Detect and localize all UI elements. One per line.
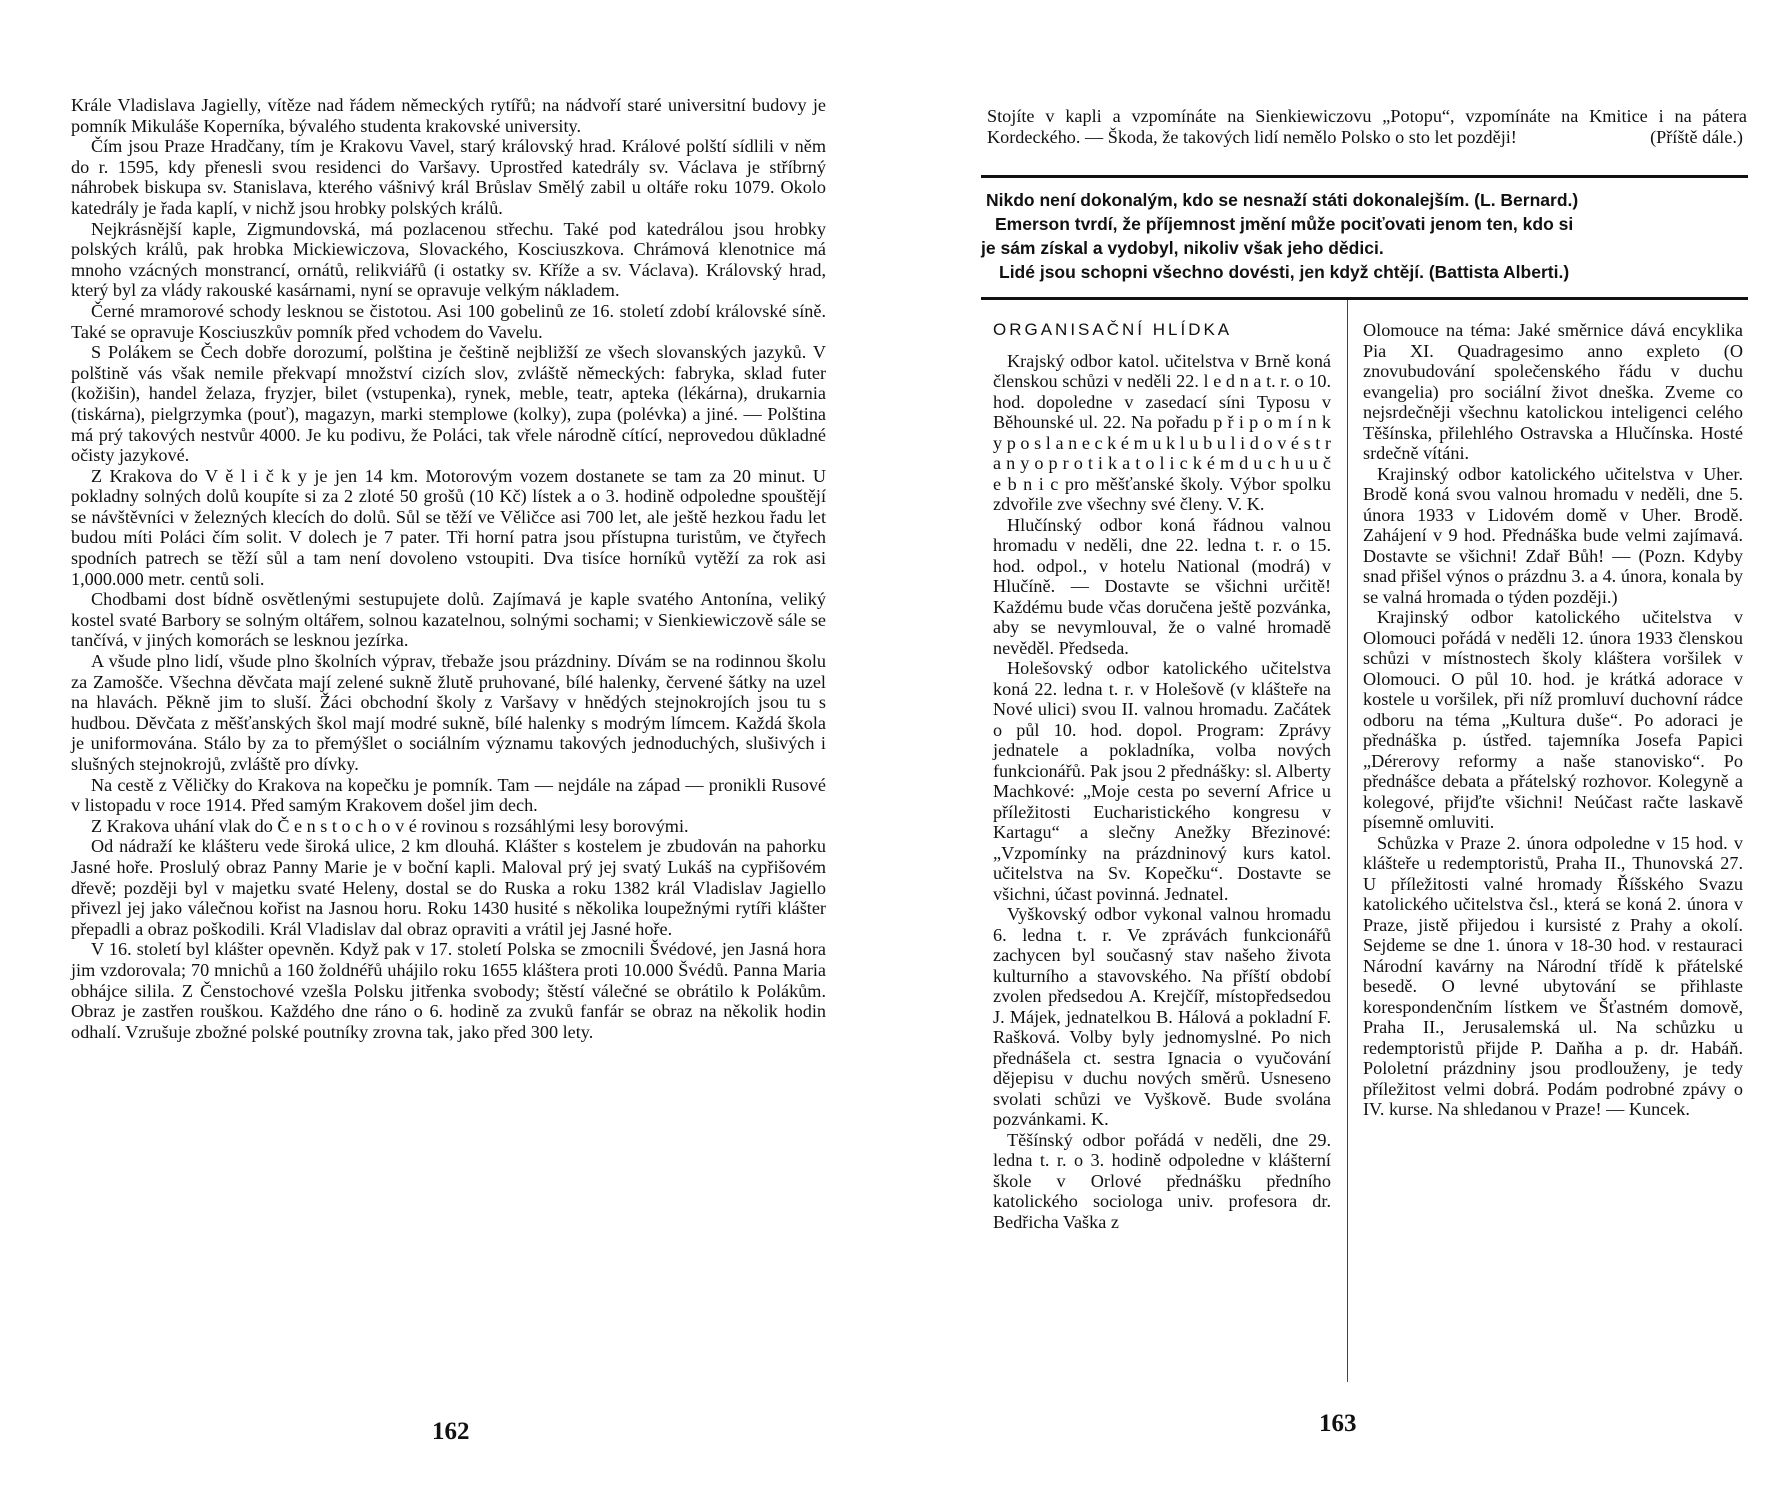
paragraph: A všude plno lidí, všude plno školních výprav, třebaže jsou prázdniny. Dívám se na rodinnou školu za Zamošče. Všechna děvčata mají zelené sukně žlutě pruhované, bílé halenky, červené šátky na uzel na hlavách. Pěkně jim to sluší. Žáci obchodní školy z Varšavy v hnědých stejnokrojích jsou tu s hudbou. Děvčata z měšťanských škol mají modré sukně, bílé halenky s modrým límcem. Každá škola je uniformována. Stálo by za to přemýšlet o sociálním významu takových jednoduchých, slušivých i slušných stejnokrojů, zvláště pro dívky. xyxy=(71,651,826,774)
paragraph: Čím jsou Praze Hradčany, tím je Krakovu Vavel, starý královský hrad. Králové polští sídlili v něm do r. 1595, kdy přenesli svou residenci do Varšavy. Uprostřed katedrály sv. Václava je stříbrný náhrobek biskupa sv. Stanislava, kterého vášnivý král Brůslav Smělý zabil u oltáře roku 1079. Okolo katedrály je řada kaplí, v nichž jsou hrobky polských králů. xyxy=(71,136,826,218)
paragraph: Od nádraží ke klášteru vede široká ulice, 2 km dlouhá. Klášter s kostelem je zbudován na pahorku Jasné hoře. Proslulý obraz Panny Marie je v boční kapli. Maloval prý jej svatý Lukáš na cypřišovém dřevě; později byl v majetku svaté Heleny, dostal se do Ruska a roku 1382 král Vladislav Jagiello přivezl jej jako válečnou kořist na Jasnou horu. Roku 1430 husité s několika loupežnými rytíři klášter přepadli a obraz poškodili. Král Vladislav dal obraz opraviti a vrátil jej Jasné hoře. xyxy=(71,836,826,939)
notice: Schůzka v Praze 2. února odpoledne v 15 hod. v klášteře u redemptoristů, Praha II., Thunovská 27. U příležitosti valné hromady Říšského Svazu katolického učitelstva čsl., která se koná 2. února v Praze, jistě přijedou i kursisté z Prahy a okolí. Sejdeme se dne 1. února v 18-30 hod. v restauraci Národní kavárny na Národní třídě k přátelské besedě. O levné ubytování se přihlaste korespondenčním lístkem ve Šťastném domově, Praha II., Jerusalemská ul. Na schůzku u redemptoristů přijde P. Daňha a p. dr. Habáň. Pololetní prázdniny jsou prodlouženy, je tedy příležitost velmi dobrá. Podám podrobné zpávy o IV. kurse. Na shledanou v Praze! — Kuncek. xyxy=(1363,832,1743,1119)
notice: Těšínský odbor pořádá v neděli, dne 29. ledna t. r. o 3. hodině odpoledne v klášterní škole v Orlové přednášku předního katolického sociologa univ. profesora dr. Bedřicha Vaška z xyxy=(993,1129,1331,1232)
left-page-body xyxy=(71,95,826,1042)
paragraph: Černé mramorové schody lesknou se čistotou. Asi 100 gobelinů ze 16. století zdobí královské síně. Také se opravuje Kosciuszkův pomník před vchodem do Vavelu. xyxy=(71,300,826,342)
paragraph: Krále Vladislava Jagielly, vítěze nad řádem německých rytířů; na nádvoří staré universitní budovy je pomník Mikuláše Koperníka, bývalého studenta krakovské university. xyxy=(71,95,826,136)
divider-rule xyxy=(981,297,1748,300)
column-divider xyxy=(1347,300,1348,1382)
quote: Nikdo není dokonalým, kdo se nesnaží státi dokonalejším. (L. Bernard.) xyxy=(986,190,1579,210)
right-page xyxy=(889,0,1778,1500)
paragraph: S Polákem se Čech dobře dorozumí, polština je češtině nejbližší ze všech slovanských jazyků. V polštině vás však nemile překvapí množství cizích slov, zvláště německých: fabryka, sklad futer (kožišin), handel želaza, fryzjer, bilet (vstupenka), rynek, meble, teatr, apteka (lékárna), drukarnia (tiskárna), pielgrzymka (pouť), magazyn, marki stemplowe (kolky), zupa (polévka) a jiné. — Polština má prý takových nestvůr 4000. Je ku podivu, že Poláci, tak vřele národně cítící, neprovedou důkladné očisty jazykové. xyxy=(71,342,826,466)
column-right xyxy=(1363,320,1743,1120)
paragraph: Chodbami dost bídně osvětlenými sestupujete dolů. Zajímavá je kaple svatého Antonína, veliký kostel svaté Barbory se solným oltářem, solnou kazatelnou, solnými sochami; v Sienkiewiczově sále se tančívá, v jiných komorách se lesknou jezírka. xyxy=(71,589,826,651)
quotes-box xyxy=(981,188,1748,284)
page-number-right: 163 xyxy=(1319,1410,1357,1437)
column-left xyxy=(993,320,1331,1232)
notice: Krajinský odbor katolického učitelstva v Uher. Brodě koná svou valnou hromadu v neděli, dne 5. února 1933 v Lidovém domě v Uher. Brodě. Zahájení v 9 hod. Přednáška bude velmi zajímavá. Dostavte se všichni! Zdař Bůh! — (Pozn. Kdyby snad přišel výnos o prázdnu 3. a 4. února, konala by se valná hromada o týden později.) xyxy=(1363,463,1743,607)
quote: Emerson tvrdí, že příjemnost jmění může pociťovati jenom ten, kdo si xyxy=(995,214,1574,234)
paragraph: Nejkrásnější kaple, Zigmundovská, má pozlacenou střechu. Také pod katedrálou jsou hrobky polských králů, pak hrobka Mickiewiczova, Slovackého, Kosciuszkova. Chrámová klenotnice má mnoho vzácných monstrancí, ornátů, relikviářů (i ostatky sv. Kříže a sv. Václava). Královský hrad, který byl za vlády rakouské kasárnami, nyní se opravuje velkým nákladem. xyxy=(71,218,826,301)
section-title: ORGANISAČNÍ HLÍDKA xyxy=(993,320,1233,339)
page-number-left: 162 xyxy=(432,1418,470,1445)
continued-note: (Příště dále.) xyxy=(1650,127,1743,147)
paragraph: Z Krakova uhání vlak do Č e n s t o c h o v é rovinou s rozsáhlými lesy borovými. xyxy=(91,815,689,836)
continued-article xyxy=(987,106,1747,148)
paragraph: Stojíte v kapli a vzpomínáte na Sienkiewiczovu „Potopu“, vzpomínáte na Kmitice i na pátera Kordeckého. — Škoda, že takových lidí nemělo Polsko o sto let později! xyxy=(987,106,1747,147)
quote: Lidé jsou schopni všechno dovésti, jen když chtějí. (Battista Alberti.) xyxy=(999,262,1570,282)
notice: Krajinský odbor katolického učitelstva v Olomouci pořádá v neděli 12. února 1933 členskou schůzi v místnostech školy kláštera voršilek v Olomouci. O půl 10. hod. je krátká adorace v kostele u voršilek, při níž promluví duchovní rádce odboru na téma „Kultura duše“. Po adoraci je přednáška p. ústřed. tajemníka Josefa Papici „Dérerovy reformy a naše stanovisko“. Po přednášce debata a přátelský rozhovor. Kolegyně a kolegové, přijďte všichni! Neúčast račte laskavě písemně omluviti. xyxy=(1363,607,1743,832)
paragraph: V 16. století byl klášter opevněn. Když pak v 17. století Polska se zmocnili Švédové, jen Jasná hora jim vzdorovala; 70 mnichů a 160 žoldnéřů uhájilo roku 1655 kláštera proti 10.000 Švédů. Panna Maria obhájce silila. Z Čenstochové vzešla Polsku jitřenka svobody; štěstí válečné se obrátilo k Polákům. Obraz je zastřen rouškou. Každého dne ráno o 6. hodině za zvuků fanfár se obraz na několik hodin odhalí. Vzrušuje zbožné polské poutníky zrovna tak, jako před 300 lety. xyxy=(71,939,826,1042)
notice: Holešovský odbor katolického učitelstva koná 22. ledna t. r. v Holešově (v klášteře na Nové ulici) svou II. valnou hromadu. Začátek o půl 10. hod. dopol. Program: Zprávy jednatele a pokladníka, volba nových funkcionářů. Pak jsou 2 přednášky: sl. Alberty Machkové: „Moje cesta po severní Africe u příležitosti Eucharistického kongresu v Kartagu“ a slečny Anežky Březinové: „Vzpomínky na prázdninový kurs katol. učitelstva na Sv. Kopečku“. Dostavte se všichni, účast povinná. Jednatel. xyxy=(993,658,1331,904)
paragraph: Na cestě z Věličky do Krakova na kopečku je pomník. Tam — nejdále na západ — pronikli Rusové v listopadu v roce 1914. Před samým Krakovem došel jim dech. xyxy=(71,774,826,816)
divider-rule xyxy=(981,175,1748,178)
notice: Hlučínský odbor koná řádnou valnou hromadu v neděli, dne 22. ledna t. r. o 15. hod. odpol., v hotelu National (modrá) v Hlučíně. — Dostavte se všichni určitě! Každému bude včas doručena ještě pozvánka, aby se nevymlouval, že o valné hromadě nevěděl. Předseda. xyxy=(993,514,1331,658)
notice: Krajský odbor katol. učitelstva v Brně koná členskou schůzi v neděli 22. l e d n a t. r. o 10. hod. dopoledne v zasedací síni Typosu v Běhounské ul. 22. Na pořadu p ř i p o m í n k y p o s l a n e c k é m u k l u b u l i d o v é s t r a n y o p r o t i k a t o l i c k é m d u c h u u č e b n i c pro měšťanské školy. Výbor spolku zdvořile zve všechny své členy. V. K. xyxy=(993,350,1331,514)
notice: Vyškovský odbor vykonal valnou hromadu 6. ledna t. r. Ve zprávách funkcionářů zachycen byl současný stav našeho života kulturního a stavovského. Na příští období zvolen předsedou A. Krejčíř, místopředsedou J. Májek, jednatelkou B. Hálová a pokladní F. Rašková. Volby byly jednomyslné. Po nich přednášela ct. sestra Ignacia o vyučování dějepisu v duchu nových směrů. Usneseno svolati schůzi ve Vyškově. Bude svolána pozvánkami. K. xyxy=(993,904,1331,1129)
paragraph: Z Krakova do V ě l i č k y je jen 14 km. Motorovým vozem dostanete se tam za 20 minut. U pokladny solných dolů koupíte si za 2 zloté 50 grošů (10 Kč) lístek a o 3. hodině odpoledne spouštějí se návštěvníci v železných klecích do dolů. Sůl se těží ve Věličce asi 700 let, ale ještě hezkou řadu let budou míti Poláci čím solit. V dolech je 7 pater. Tři horní patra jsou přístupna turistům, ve čtyřech spodních patrech se těží sůl a tam není dovoleno vstoupiti. Dva tisíce horníků vytěží za rok asi 1,000.000 metr. centů soli. xyxy=(71,465,826,589)
notice: Olomouce na téma: Jaké směrnice dává encyklika Pia XI. Quadragesimo anno expleto (O znovubudování společenského řádu v duchu evangelia) pro sociální život dneška. Zveme co nejsrdečněji všechnu katolickou inteligenci celého Těšínska, přilehlého Ostravska a Hlučínska. Hosté srdečně vítáni. xyxy=(1363,320,1743,463)
quote: je sám získal a vydobyl, nikoliv však jeho dědici. xyxy=(981,238,1384,258)
